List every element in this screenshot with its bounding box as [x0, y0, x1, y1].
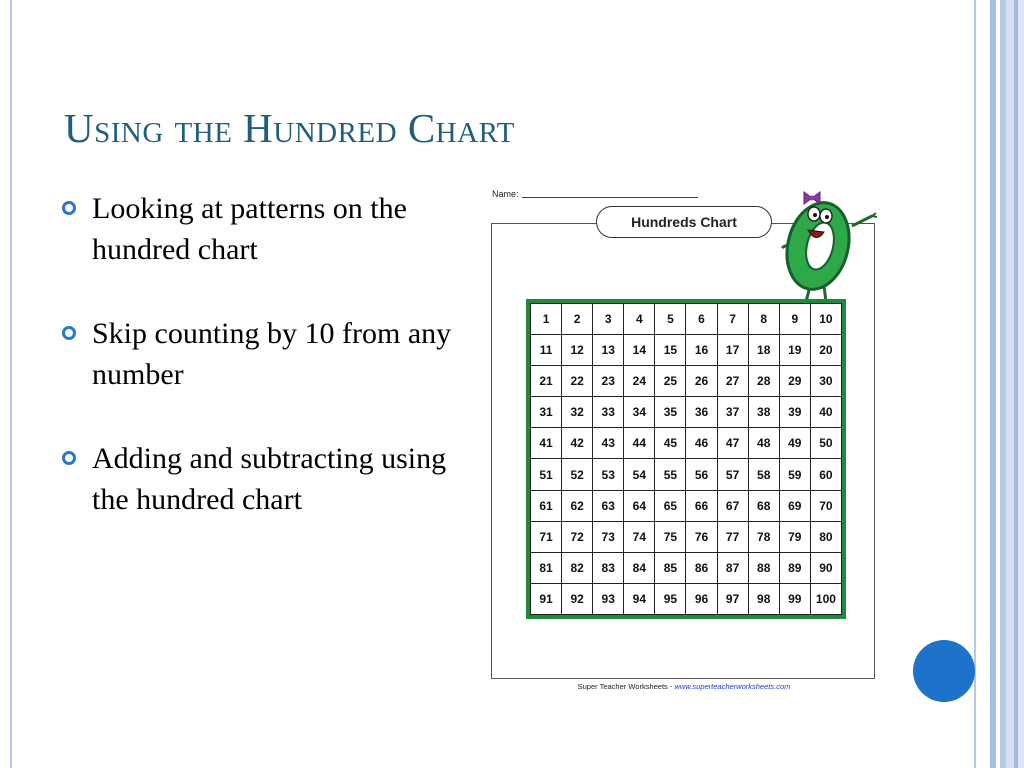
- grid-cell: 42: [562, 428, 593, 459]
- chart-title: Hundreds Chart: [596, 206, 772, 238]
- grid-cell: 56: [686, 459, 717, 490]
- grid-cell: 88: [748, 552, 779, 583]
- grid-cell: 20: [810, 335, 841, 366]
- grid-cell: 66: [686, 490, 717, 521]
- grid-cell: 22: [562, 366, 593, 397]
- footer-url: www.superteacherworksheets.com: [674, 682, 791, 691]
- grid-cell: 95: [655, 583, 686, 614]
- grid-cell: 23: [593, 366, 624, 397]
- grid-cell: 80: [810, 521, 841, 552]
- grid-cell: 50: [810, 428, 841, 459]
- grid-cell: 43: [593, 428, 624, 459]
- grid-cell: 3: [593, 304, 624, 335]
- bullet-circle-icon: [62, 201, 76, 215]
- grid-cell: 83: [593, 552, 624, 583]
- name-line: [522, 197, 698, 198]
- grid-cell: 45: [655, 428, 686, 459]
- grid-cell: 6: [686, 304, 717, 335]
- grid-cell: 47: [717, 428, 748, 459]
- grid-cell: 100: [810, 583, 841, 614]
- grid-cell: 18: [748, 335, 779, 366]
- grid-row: [531, 366, 842, 397]
- grid-cell: 40: [810, 397, 841, 428]
- grid-cell: 67: [717, 490, 748, 521]
- decorative-stripes: [984, 0, 1024, 768]
- grid-cell: 1: [531, 304, 562, 335]
- grid-cell: 89: [779, 552, 810, 583]
- grid-cell: 29: [779, 366, 810, 397]
- grid-cell: 91: [531, 583, 562, 614]
- grid-cell: 36: [686, 397, 717, 428]
- grid-cell: 33: [593, 397, 624, 428]
- name-label: Name:: [492, 189, 519, 199]
- grid-row: [531, 397, 842, 428]
- grid-cell: 97: [717, 583, 748, 614]
- grid-cell: 94: [624, 583, 655, 614]
- hundred-chart-table: [530, 303, 842, 615]
- grid-row: [531, 304, 842, 335]
- grid-cell: 57: [717, 459, 748, 490]
- grid-cell: 44: [624, 428, 655, 459]
- grid-cell: 99: [779, 583, 810, 614]
- grid-row: [531, 335, 842, 366]
- grid-cell: 96: [686, 583, 717, 614]
- zero-character-icon: [774, 186, 878, 310]
- grid-cell: 48: [748, 428, 779, 459]
- grid-cell: 73: [593, 521, 624, 552]
- grid-cell: 19: [779, 335, 810, 366]
- grid-cell: 68: [748, 490, 779, 521]
- grid-cell: 53: [593, 459, 624, 490]
- slide-title: Using the Hundred Chart: [64, 105, 515, 151]
- grid-cell: 79: [779, 521, 810, 552]
- grid-cell: 87: [717, 552, 748, 583]
- grid-cell: 15: [655, 335, 686, 366]
- grid-cell: 32: [562, 397, 593, 428]
- grid-cell: 84: [624, 552, 655, 583]
- grid-cell: 59: [779, 459, 810, 490]
- bullet-circle-icon: [62, 451, 76, 465]
- grid-cell: 34: [624, 397, 655, 428]
- bullet-list: [62, 188, 462, 563]
- grid-cell: 25: [655, 366, 686, 397]
- grid-cell: 41: [531, 428, 562, 459]
- hundreds-chart-worksheet: [488, 186, 880, 696]
- grid-cell: 9: [779, 304, 810, 335]
- grid-cell: 2: [562, 304, 593, 335]
- grid-cell: 14: [624, 335, 655, 366]
- grid-cell: 98: [748, 583, 779, 614]
- grid-cell: 74: [624, 521, 655, 552]
- grid-cell: 52: [562, 459, 593, 490]
- grid-cell: 37: [717, 397, 748, 428]
- grid-cell: 28: [748, 366, 779, 397]
- grid-cell: 38: [748, 397, 779, 428]
- grid-row: [531, 459, 842, 490]
- grid-cell: 61: [531, 490, 562, 521]
- grid-cell: 24: [624, 366, 655, 397]
- grid-cell: 75: [655, 521, 686, 552]
- grid-cell: 10: [810, 304, 841, 335]
- bullet-circle-icon: [62, 326, 76, 340]
- grid-cell: 30: [810, 366, 841, 397]
- grid-row: [531, 552, 842, 583]
- name-field: [492, 189, 698, 199]
- grid-cell: 82: [562, 552, 593, 583]
- grid-cell: 69: [779, 490, 810, 521]
- grid-cell: 55: [655, 459, 686, 490]
- grid-cell: 63: [593, 490, 624, 521]
- grid-cell: 4: [624, 304, 655, 335]
- grid-cell: 60: [810, 459, 841, 490]
- grid-cell: 16: [686, 335, 717, 366]
- grid-cell: 71: [531, 521, 562, 552]
- grid-cell: 26: [686, 366, 717, 397]
- grid-row: [531, 583, 842, 614]
- grid-cell: 51: [531, 459, 562, 490]
- grid-cell: 65: [655, 490, 686, 521]
- grid-cell: 49: [779, 428, 810, 459]
- grid-cell: 64: [624, 490, 655, 521]
- grid-row: [531, 428, 842, 459]
- grid-cell: 13: [593, 335, 624, 366]
- grid-cell: 76: [686, 521, 717, 552]
- bullet-item: [62, 313, 462, 395]
- grid-cell: 86: [686, 552, 717, 583]
- grid-cell: 21: [531, 366, 562, 397]
- worksheet-footer: [488, 682, 880, 691]
- bullet-text: Adding and subtracting using the hundred chart: [92, 442, 447, 516]
- bullet-item: [62, 188, 462, 270]
- decorative-circle: [913, 640, 975, 702]
- grid-cell: 90: [810, 552, 841, 583]
- grid-cell: 85: [655, 552, 686, 583]
- grid-cell: 31: [531, 397, 562, 428]
- grid-cell: 54: [624, 459, 655, 490]
- grid-cell: 78: [748, 521, 779, 552]
- grid-cell: 12: [562, 335, 593, 366]
- grid-cell: 81: [531, 552, 562, 583]
- grid-cell: 27: [717, 366, 748, 397]
- grid-cell: 70: [810, 490, 841, 521]
- grid-row: [531, 521, 842, 552]
- grid-cell: 11: [531, 335, 562, 366]
- bullet-item: [62, 438, 462, 520]
- grid-cell: 17: [717, 335, 748, 366]
- grid-cell: 77: [717, 521, 748, 552]
- hundred-chart-grid: [526, 299, 846, 619]
- bullet-text: Skip counting by 10 from any number: [92, 317, 452, 391]
- grid-cell: 39: [779, 397, 810, 428]
- grid-cell: 8: [748, 304, 779, 335]
- grid-cell: 62: [562, 490, 593, 521]
- footer-text: Super Teacher Worksheets -: [577, 682, 675, 691]
- grid-cell: 93: [593, 583, 624, 614]
- grid-cell: 72: [562, 521, 593, 552]
- grid-row: [531, 490, 842, 521]
- grid-cell: 35: [655, 397, 686, 428]
- grid-cell: 92: [562, 583, 593, 614]
- bullet-text: Looking at patterns on the hundred chart: [92, 192, 407, 266]
- grid-cell: 5: [655, 304, 686, 335]
- grid-cell: 7: [717, 304, 748, 335]
- grid-cell: 46: [686, 428, 717, 459]
- grid-cell: 58: [748, 459, 779, 490]
